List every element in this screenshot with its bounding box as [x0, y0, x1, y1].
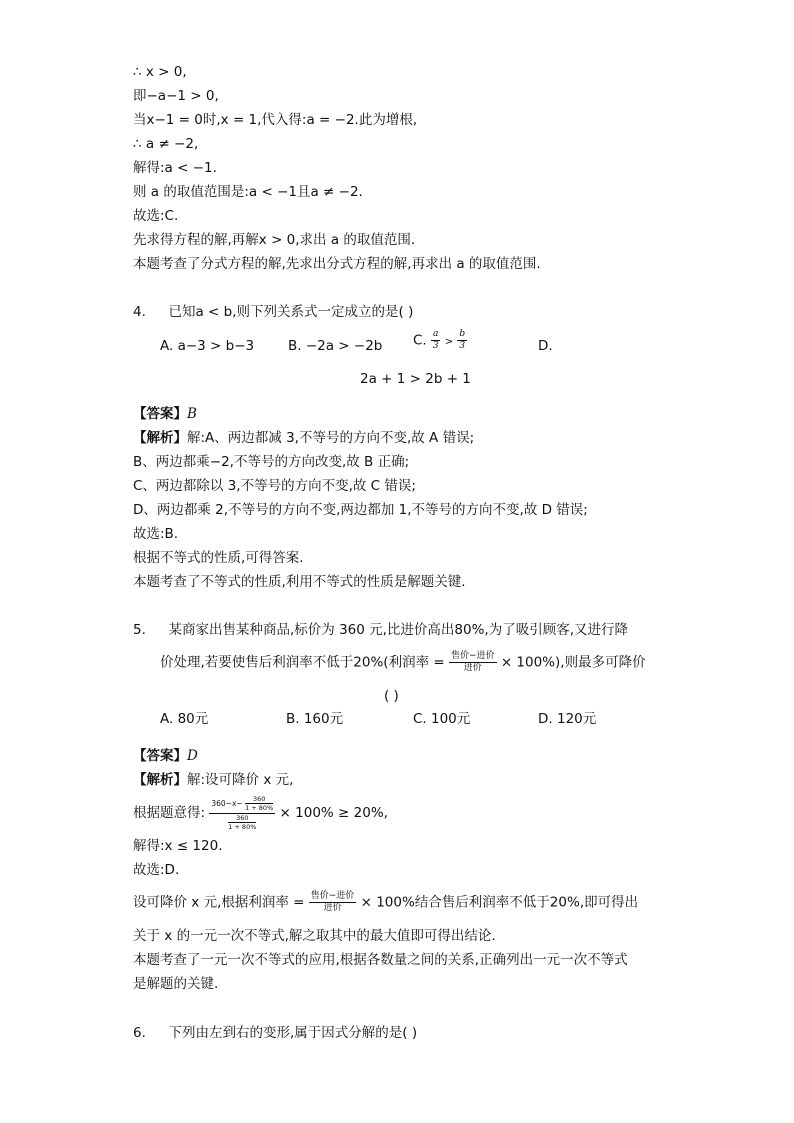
analysis-text: 根据题意得: — [133, 805, 206, 821]
denominator: 3 — [432, 341, 439, 351]
solution-line: 解得:a < −1. — [133, 160, 217, 176]
analysis-line — [133, 892, 638, 913]
analysis-line: 本题考查了不等式的性质,利用不等式的性质是解题关键. — [133, 574, 466, 590]
answer-value: B — [187, 406, 197, 422]
answer-line — [133, 404, 197, 424]
analysis-line: C、两边都除以 3,不等号的方向不变,故 C 错误; — [133, 478, 416, 494]
analysis-tag: 【解析】 — [133, 430, 187, 446]
analysis-text: × 100% ≥ 20%, — [279, 805, 388, 821]
analysis-tag: 【解析】 — [133, 772, 187, 788]
stem-text: × 100%),则最多可降价 — [500, 654, 646, 671]
denominator: 进价 — [323, 903, 342, 913]
denominator: 1 + 80% — [228, 823, 257, 831]
analysis-line: 本题考查了一元一次不等式的应用,根据各数量之间的关系,正确列出一元一次不等式 — [133, 952, 628, 968]
question-number: 4. — [133, 304, 146, 320]
inner-fraction — [228, 815, 256, 831]
question-stem-line-2 — [160, 652, 646, 673]
numerator: 360 — [245, 796, 273, 805]
question-stem: 已知a < b,则下列关系式一定成立的是( ) — [168, 304, 414, 320]
analysis-line: 关于 x 的一元一次不等式,解之取其中的最大值即可得出结论. — [133, 928, 496, 944]
solution-line: 故选:C. — [133, 208, 179, 224]
solution-line: ∴ a ≠ −2, — [133, 136, 199, 152]
question-number: 6. — [133, 1025, 146, 1041]
denominator: 进价 — [463, 663, 482, 673]
question-number: 5. — [133, 622, 146, 638]
option-a: A. a−3 > b−3 — [160, 338, 255, 354]
answer-tag: 【答案】 — [133, 406, 187, 422]
analysis-equation-line — [133, 790, 388, 836]
inner-fraction — [245, 796, 273, 812]
denominator: 1 + 80% — [245, 804, 274, 812]
greater-than-sign: > — [444, 336, 454, 348]
option-d: D. 120元 — [538, 711, 597, 727]
analysis-line: 根据不等式的性质,可得答案. — [133, 550, 304, 566]
question-6 — [133, 1023, 417, 1043]
answer-parentheses: ( ) — [384, 688, 399, 704]
denominator — [209, 814, 275, 831]
analysis-line: 解得:x ≤ 120. — [133, 838, 223, 854]
option-c: C. 100元 — [413, 711, 471, 727]
question-stem: 下列由左到右的变形,属于因式分解的是( ) — [168, 1025, 418, 1041]
analysis-text: 解:A、两边都减 3,不等号的方向不变,故 A 错误; — [187, 430, 475, 446]
option-a: A. 80元 — [160, 711, 209, 727]
numerator-text: 360−x− — [211, 798, 243, 808]
answer-tag: 【答案】 — [133, 748, 187, 764]
analysis-line — [133, 770, 293, 790]
denominator: 3 — [459, 341, 466, 351]
solution-line: 当x−1 = 0时,x = 1,代入得:a = −2.此为增根, — [133, 112, 418, 128]
profit-rate-fraction — [309, 892, 357, 913]
fraction — [457, 330, 467, 351]
analysis-text: × 100%结合售后利润率不低于20%,即可得出 — [360, 894, 639, 911]
analysis-line: 故选:D. — [133, 862, 180, 878]
question-5 — [133, 620, 628, 640]
answer-value: D — [187, 748, 198, 764]
option-b: B. −2a > −2b — [288, 338, 383, 354]
analysis-line: D、两边都乘 2,不等号的方向不变,两边都加 1,不等号的方向不变,故 D 错误; — [133, 502, 588, 518]
solution-line: 先求得方程的解,再解x > 0,求出 a 的取值范围. — [133, 232, 416, 248]
stem-text: 价处理,若要使售后利润率不低于20%(利润率 = — [160, 654, 445, 671]
analysis-line: 是解题的关键. — [133, 976, 219, 992]
fraction — [431, 330, 440, 351]
numerator: 360 — [228, 815, 256, 824]
solution-line: ∴ x > 0, — [133, 64, 187, 80]
analysis-line: B、两边都乘−2,不等号的方向改变,故 B 正确; — [133, 454, 410, 470]
option-c — [413, 330, 467, 353]
numerator: 售价−进价 — [450, 651, 495, 661]
option-label: C. — [413, 332, 427, 349]
profit-rate-fraction — [449, 652, 497, 673]
solution-line: 本题考查了分式方程的解,先求出分式方程的解,再求出 a 的取值范围. — [133, 256, 541, 272]
analysis-text: 解:设可降价 x 元, — [187, 772, 294, 788]
solution-line: 即−a−1 > 0, — [133, 88, 219, 104]
analysis-text: 设可降价 x 元,根据利润率 = — [133, 894, 305, 911]
question-4 — [133, 302, 413, 322]
analysis-line — [133, 428, 474, 448]
numerator: a — [433, 329, 439, 339]
solution-line: 则 a 的取值范围是:a < −1且a ≠ −2. — [133, 184, 363, 200]
option-d: D. — [538, 338, 553, 354]
analysis-line: 故选:B. — [133, 526, 179, 542]
numerator: b — [459, 329, 466, 339]
option-d-expression: 2a + 1 > 2b + 1 — [360, 371, 471, 387]
option-b: B. 160元 — [286, 711, 344, 727]
answer-line — [133, 746, 198, 766]
numerator — [209, 796, 275, 814]
question-stem: 某商家出售某种商品,标价为 360 元,比进价高出80%,为了吸引顾客,又进行降 — [168, 622, 629, 638]
complex-fraction — [209, 796, 275, 831]
numerator: 售价−进价 — [310, 891, 355, 901]
